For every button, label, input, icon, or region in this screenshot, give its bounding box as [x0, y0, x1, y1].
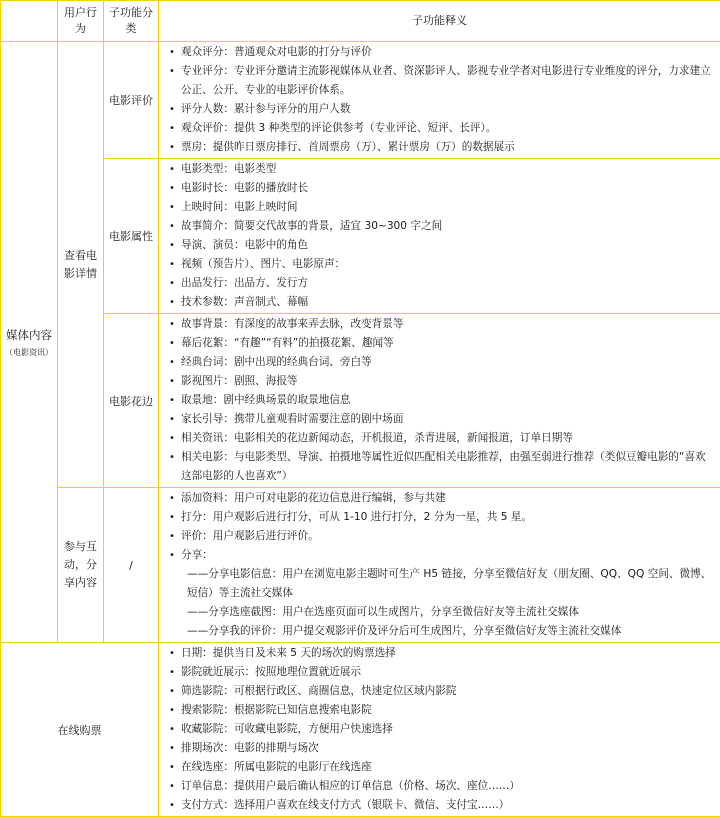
film-extra-label: 电影花边: [104, 314, 159, 488]
header-user-behavior: 用户行为: [58, 1, 104, 42]
ticket-list: [159, 643, 720, 816]
film-review-definitions: [159, 42, 720, 159]
definition-item: • 搜索影院：根据影院已知信息搜索电影院: [181, 701, 716, 720]
definition-item: • 相关资讯：电影相关的花边新闻动态，开机报道，杀青进展，新闻报道，订单日期等: [181, 429, 716, 448]
definition-item: • 经典台词：剧中出现的经典台词、旁白等: [181, 353, 716, 372]
definition-item: ——分享我的评价：用户提交观影评价及评分后可生成图片，分享至微信好友等主流社交媒体: [181, 622, 716, 641]
definition-item: • 导演、演员：电影中的角色: [181, 236, 716, 255]
definition-item: • 订单信息：提供用户最后确认相应的订单信息（价格、场次、座位……）: [181, 777, 716, 796]
definition-item: • 在线选座：所属电影院的电影厅在线选座: [181, 758, 716, 777]
definition-item: • 电影时长：电影的播放时长: [181, 179, 716, 198]
definition-item: • 观众评价：提供 3 种类型的评论供参考（专业评论、短评、长评）。: [181, 119, 716, 138]
definition-item: • 出品发行：出品方、发行方: [181, 274, 716, 293]
definition-item: • 排期场次：电影的排期与场次: [181, 739, 716, 758]
film-extra-list: [159, 314, 720, 487]
interact-list: [159, 488, 720, 642]
ticket-definitions: [159, 643, 720, 817]
definition-item: • 视频（预告片）、图片、电影原声：: [181, 255, 716, 274]
header-sub-category: 子功能分类: [104, 1, 159, 42]
media-content-sublabel: （电影资讯）: [1, 347, 57, 358]
film-attr-label: 电影属性: [104, 159, 159, 314]
interact-sub-label: /: [104, 488, 159, 643]
row-ticket: [1, 643, 720, 817]
film-attr-definitions: [159, 159, 720, 314]
definition-item: • 收藏影院：可收藏电影院，方便用户快速选择: [181, 720, 716, 739]
interact-label: 参与互动，分享内容: [62, 538, 99, 592]
header-row: [1, 1, 720, 42]
row-film-extra: [1, 314, 720, 488]
definition-item: • 添加资料：用户可对电影的花边信息进行编辑，参与共建: [181, 489, 716, 508]
definition-item: • 上映时间：电影上映时间: [181, 198, 716, 217]
definition-item: • 相关电影：与电影类型、导演、拍摄地等属性近似匹配相关电影推荐，由强至弱进行推荐（类似豆瓣电影的“喜欢这部电影的人也喜欢”）: [181, 448, 716, 486]
definition-item: • 故事简介：简要交代故事的背景，适宜 30~300 字之间: [181, 217, 716, 236]
interact-cell: [58, 488, 104, 643]
definition-item: • 打分：用户观影后进行打分，可从 1-10 进行打分，2 分为一星，共 5 星。: [181, 508, 716, 527]
header-blank: [1, 1, 58, 42]
definition-item: • 票房：提供昨日票房排行、首周票房（万）、累计票房（万）的数据展示: [181, 138, 716, 157]
definition-item: ——分享电影信息：用户在浏览电影主题时可生产 H5 链接，分享至微信好友（朋友圈、QQ、QQ 空间、微博、短信）等主流社交媒体: [181, 565, 716, 603]
definition-item: • 日期：提供当日及未来 5 天的场次的购票选择: [181, 644, 716, 663]
ticket-label: 在线购票: [1, 643, 159, 817]
film-review-list: [159, 42, 720, 158]
film-attr-list: [159, 159, 720, 313]
media-content-label: 媒体内容: [1, 327, 57, 343]
definition-item: • 分享：: [181, 546, 716, 565]
definition-item: • 取景地：剧中经典场景的取景地信息: [181, 391, 716, 410]
definition-item: ——分享选座截图：用户在选座页面可以生成图片，分享至微信好友等主流社交媒体: [181, 603, 716, 622]
definition-item: • 支付方式：选择用户喜欢在线支付方式（银联卡、微信、支付宝……）: [181, 796, 716, 815]
row-film-attr: [1, 159, 720, 314]
definition-item: • 评分人数：累计参与评分的用户人数: [181, 100, 716, 119]
definition-item: • 电影类型：电影类型: [181, 160, 716, 179]
row-film-review: [1, 42, 720, 159]
view-detail-cell: [58, 42, 104, 488]
film-extra-definitions: [159, 314, 720, 488]
definition-item: • 家长引导：携带儿童观看时需要注意的剧中场面: [181, 410, 716, 429]
view-detail-label: 查看电影详情: [62, 247, 99, 283]
row-interact: [1, 488, 720, 643]
definition-item: • 影院就近展示：按照地理位置就近展示: [181, 663, 716, 682]
definition-item: • 故事背景：有深度的故事来弄去脉，改变背景等: [181, 315, 716, 334]
definition-item: • 筛选影院：可根据行政区、商圈信息，快速定位区域内影院: [181, 682, 716, 701]
definition-item: • 专业评分：专业评分邀请主流影视媒体从业者、资深影评人、影视专业学者对电影进行专业维度的评分，力求建立公正、公开、专业的电影评价体系。: [181, 62, 716, 100]
interact-definitions: [159, 488, 720, 643]
media-content-cell: [1, 42, 58, 643]
definition-item: • 评价：用户观影后进行评价。: [181, 527, 716, 546]
definition-item: • 观众评分：普通观众对电影的打分与评价: [181, 43, 716, 62]
definition-item: • 幕后花絮：“有趣”“有料”的拍摄花絮、趣闻等: [181, 334, 716, 353]
definition-item: • 影视图片：剧照、海报等: [181, 372, 716, 391]
definition-item: • 技术参数：声音制式、幕幅: [181, 293, 716, 312]
film-review-label: 电影评价: [104, 42, 159, 159]
header-definition: 子功能释义: [159, 1, 720, 42]
